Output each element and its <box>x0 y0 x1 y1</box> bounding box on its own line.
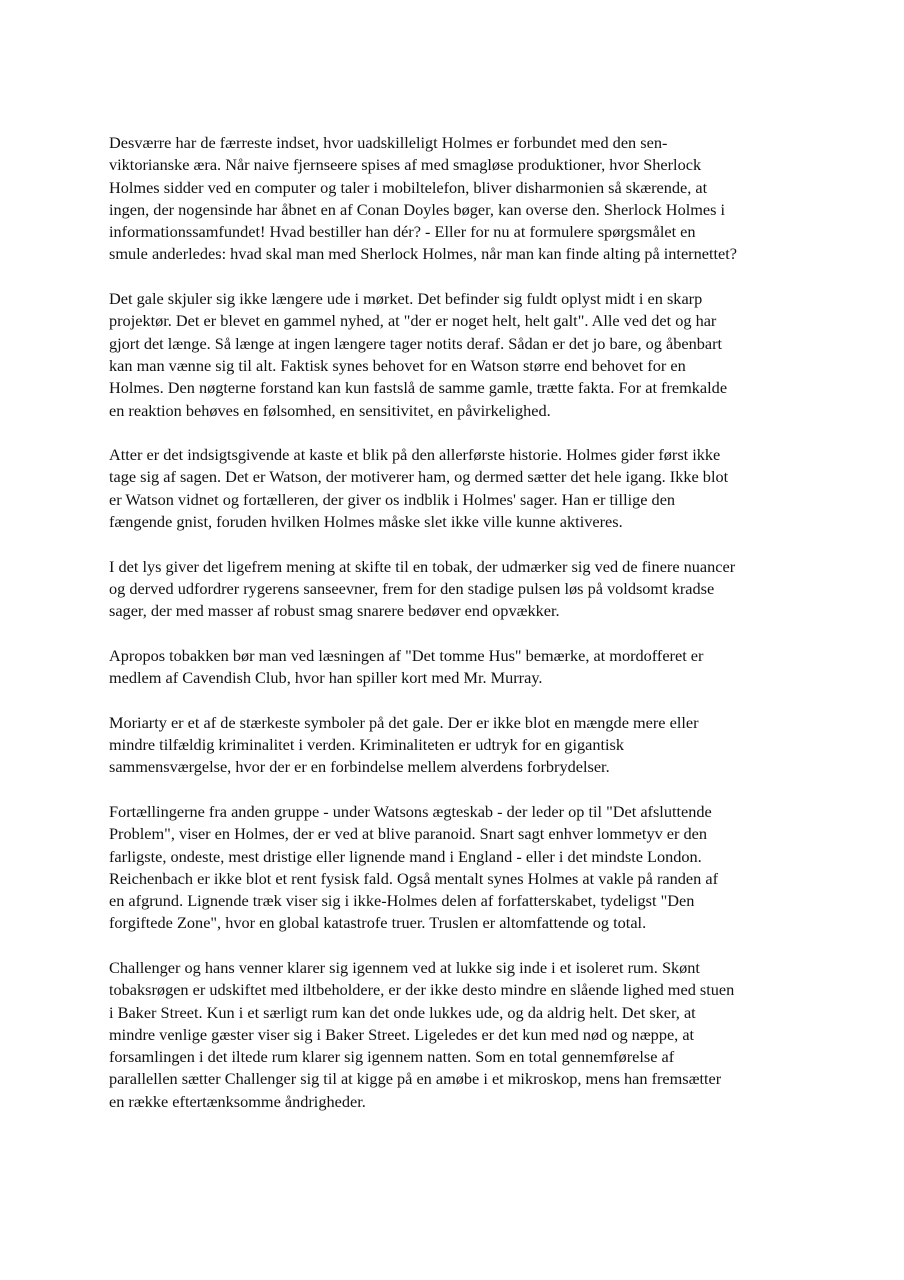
text-line: projektør. Det er blevet en gammel nyhed, at "der er noget helt, helt galt". Alle ved det og har <box>109 311 717 331</box>
text-line: smule anderledes: hvad skal man med Sherlock Holmes, når man kan finde alting på internettet? <box>109 244 737 264</box>
text-line: mindre tilfældig kriminalitet i verden. Kriminaliteten er udtryk for en gigantisk <box>109 735 624 755</box>
text-line: viktorianske æra. Når naive fjernseere spises af med smagløse produktioner, hvor Sherlock <box>109 155 702 175</box>
body-paragraph <box>109 957 799 1113</box>
document-page <box>109 132 799 1113</box>
text-line: og derved udfordrer rygerens sanseevner, frem for den stadige pulsen løs på voldsomt kradse <box>109 578 715 598</box>
text-line: kan man vænne sig til alt. Faktisk synes behovet for en Watson større end behovet for en <box>109 355 686 375</box>
text-line: Holmes sidder ved en computer og taler i mobiltelefon, bliver disharmonien så skærende, at <box>109 177 708 197</box>
text-line: I det lys giver det ligefrem mening at skifte til en tobak, der udmærker sig ved de finere nuancer <box>109 556 736 576</box>
text-line: tobaksrøgen er udskiftet med iltbeholdere, er der ikke desto mindre en slående lighed med stuen <box>109 980 735 1000</box>
text-line: farligste, ondeste, mest dristige eller lignende mand i England - eller i det mindste London. <box>109 846 702 866</box>
text-line: parallellen sætter Challenger sig til at kigge på en amøbe i et mikroskop, mens han fremsætter <box>109 1069 722 1089</box>
text-line: Challenger og hans venner klarer sig igennem ved at lukke sig inde i et isoleret rum. Skønt <box>109 957 700 977</box>
text-line: en reaktion behøves en følsomhed, en sensitivitet, en påvirkelighed. <box>109 400 551 420</box>
body-paragraph <box>109 132 799 266</box>
text-line: Moriarty er et af de stærkeste symboler på det gale. Der er ikke blot en mængde mere eller <box>109 712 699 732</box>
text-line: er Watson vidnet og fortælleren, der giver os indblik i Holmes' sager. Han er tillige den <box>109 489 676 509</box>
text-line: sager, der med masser af robust smag snarere bedøver end opvækker. <box>109 601 560 621</box>
text-line: ingen, der nogensinde har åbnet en af Conan Doyles bøger, kan overse den. Sherlock Holmes i <box>109 199 726 219</box>
text-line: Atter er det indsigtsgivende at kaste et blik på den allerførste historie. Holmes gider først ikke <box>109 445 721 465</box>
text-line: Problem", viser en Holmes, der er ved at blive paranoid. Snart sagt enhver lommetyv er den <box>109 824 708 844</box>
text-line: fængende gnist, foruden hvilken Holmes måske slet ikke ville kunne aktiveres. <box>109 512 623 532</box>
text-line: medlem af Cavendish Club, hvor han spiller kort med Mr. Murray. <box>109 668 543 688</box>
text-line: en afgrund. Lignende træk viser sig i ikke-Holmes delen af forfatterskabet, tydeligst "Den <box>109 891 695 911</box>
text-line: Fortællingerne fra anden gruppe - under Watsons ægteskab - der leder op til "Det afsluttende <box>109 801 712 821</box>
text-line: gjort det længe. Så længe at ingen længere tager notits deraf. Sådan er det jo bare, og åbenbart <box>109 333 723 353</box>
text-line: Holmes. Den nøgterne forstand kan kun fastslå de samme gamle, trætte fakta. For at fremkalde <box>109 378 728 398</box>
text-line: forsamlingen i det iltede rum klarer sig igennem natten. Som en total gennemførelse af <box>109 1047 675 1067</box>
text-line: Det gale skjuler sig ikke længere ude i mørket. Det befinder sig fuldt oplyst midt i en skarp <box>109 289 703 309</box>
text-line: informationssamfundet! Hvad bestiller han dér? - Eller for nu at formulere spørgsmålet en <box>109 222 696 242</box>
body-paragraph <box>109 556 799 623</box>
text-line: Reichenbach er ikke blot et rent fysisk fald. Også mentalt synes Holmes at vakle på randen af <box>109 868 718 888</box>
body-paragraph <box>109 801 799 935</box>
text-line: mindre venlige gæster viser sig i Baker Street. Ligeledes er det kun med nød og næppe, at <box>109 1024 695 1044</box>
body-paragraph <box>109 288 799 422</box>
text-line: tage sig af sagen. Det er Watson, der motiverer ham, og dermed sætter det hele igang. Ikke blot <box>109 467 729 487</box>
text-line: en række eftertænksomme åndrigheder. <box>109 1091 366 1111</box>
body-paragraph <box>109 645 799 690</box>
body-paragraph <box>109 712 799 779</box>
text-line: Desværre har de færreste indset, hvor uadskilleligt Holmes er forbundet med den sen- <box>109 133 668 152</box>
text-line: i Baker Street. Kun i et særligt rum kan det onde lukkes ude, og da aldrig helt. Det sker, at <box>109 1002 696 1022</box>
text-line: sammensværgelse, hvor der er en forbindelse mellem alverdens forbrydelser. <box>109 757 610 777</box>
body-paragraph <box>109 444 799 533</box>
text-line: Apropos tobakken bør man ved læsningen af "Det tomme Hus" bemærke, at mordofferet er <box>109 645 704 665</box>
text-line: forgiftede Zone", hvor en global katastrofe truer. Truslen er altomfattende og total. <box>109 913 647 933</box>
